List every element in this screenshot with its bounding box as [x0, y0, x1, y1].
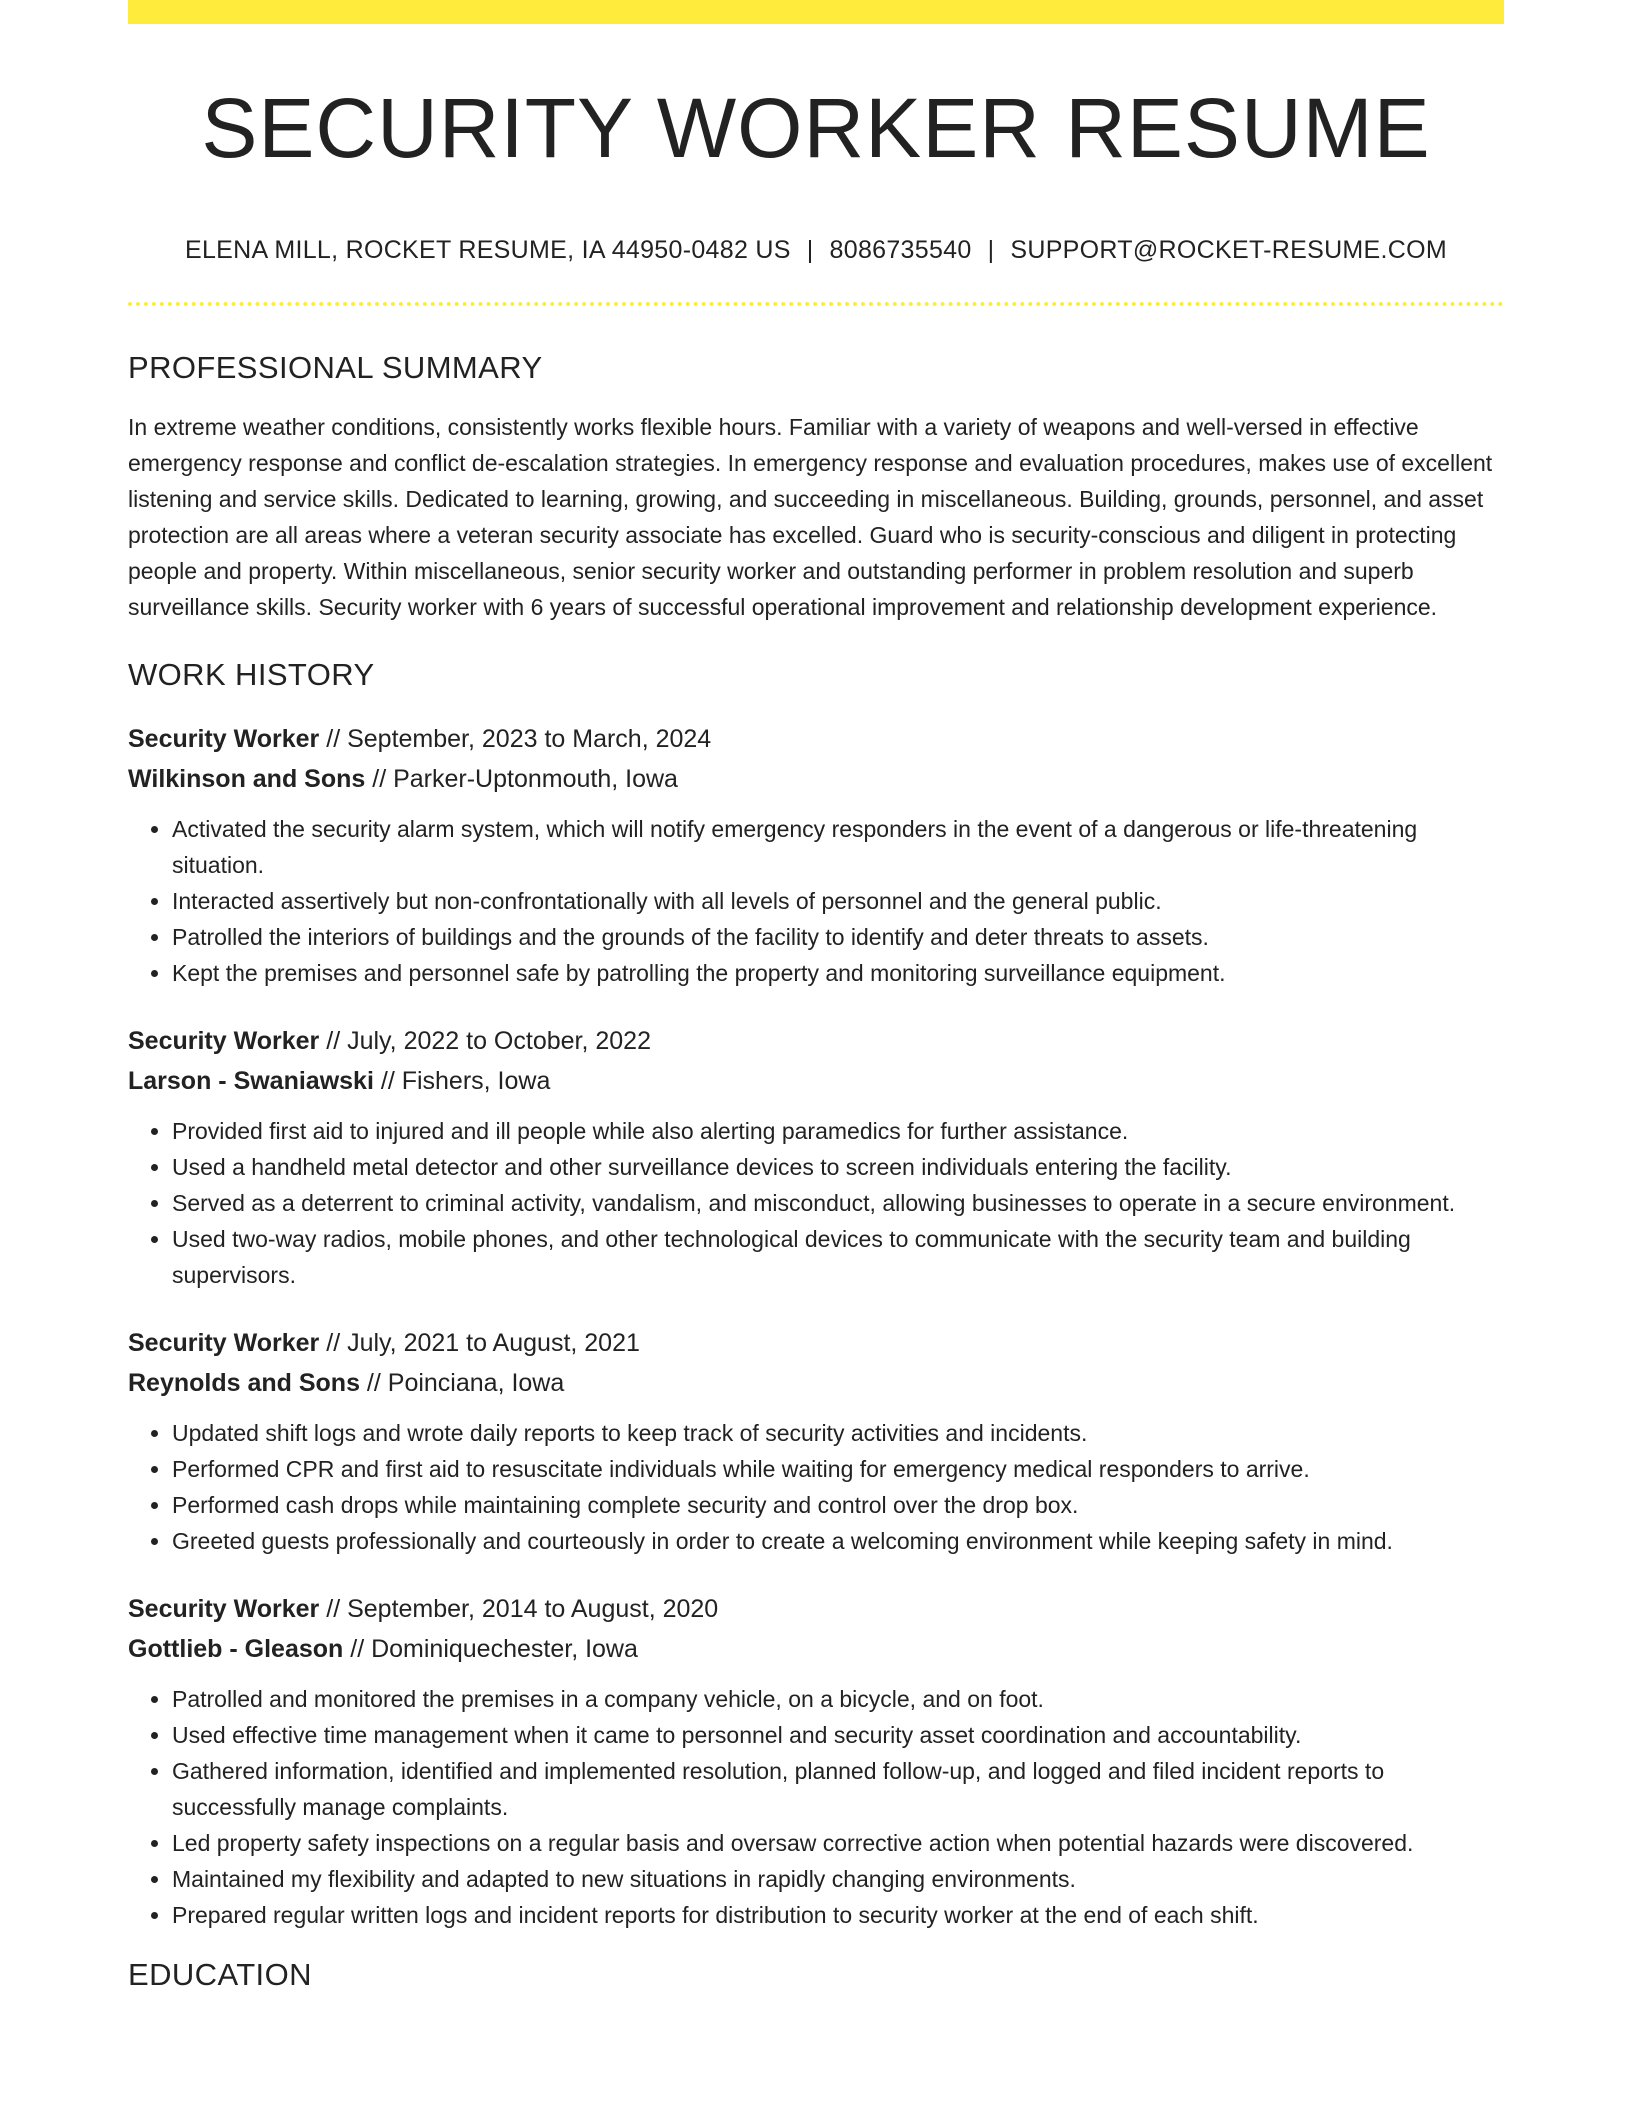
contact-line — [128, 236, 1504, 265]
job-entry — [128, 719, 1504, 991]
job-company: Larson - Swaniawski — [128, 1067, 374, 1095]
job-bullet-list — [128, 1681, 1504, 1933]
job-company: Wilkinson and Sons — [128, 765, 366, 793]
job-bullet: • Activated the security alarm system, which will notify emergency responders in the event of a dangerous or life-threatening situation. — [172, 811, 1504, 883]
job-dates: // July, 2022 to October, 2022 — [319, 1027, 651, 1055]
job-location: // Poinciana, Iowa — [359, 1369, 565, 1397]
resume-page — [128, 0, 1504, 1993]
job-bullet: • Performed CPR and first aid to resuscitate individuals while waiting for emergency medical responders to arrive. — [172, 1451, 1504, 1487]
job-bullet-list — [128, 1415, 1504, 1559]
contact-phone: 8086735540 — [829, 236, 972, 264]
job-bullet: • Interacted assertively but non-confrontationally with all levels of personnel and the general public. — [172, 883, 1504, 919]
job-title: Security Worker — [128, 725, 320, 753]
work-history-list — [128, 719, 1504, 1933]
job-dates: // September, 2014 to August, 2020 — [319, 1595, 719, 1623]
job-company: Reynolds and Sons — [128, 1369, 360, 1397]
job-title: Security Worker — [128, 1595, 320, 1623]
job-bullet-list — [128, 811, 1504, 991]
job-company: Gottlieb - Gleason — [128, 1635, 344, 1663]
section-heading-work-history: WORK HISTORY — [128, 657, 375, 692]
contact-separator: | — [987, 236, 995, 264]
job-bullet: • Used effective time management when it came to personnel and security asset coordination and accountability. — [172, 1717, 1504, 1753]
contact-email[interactable]: SUPPORT@ROCKET-RESUME.COM — [1010, 236, 1448, 264]
job-bullet: • Patrolled the interiors of buildings and the grounds of the facility to identify and deter threats to assets. — [172, 919, 1504, 955]
contact-separator: | — [806, 236, 814, 264]
dotted-divider — [128, 302, 1504, 306]
job-title-line — [128, 1021, 1504, 1061]
job-dates: // July, 2021 to August, 2021 — [319, 1329, 640, 1357]
job-location: // Dominiquechester, Iowa — [343, 1635, 638, 1663]
job-title: Security Worker — [128, 1329, 320, 1357]
job-bullet: • Updated shift logs and wrote daily reports to keep track of security activities and incidents. — [172, 1415, 1504, 1451]
contact-address: ELENA MILL, ROCKET RESUME, IA 44950-0482 US — [184, 236, 791, 264]
job-bullet: • Kept the premises and personnel safe by patrolling the property and monitoring surveillance equipment. — [172, 955, 1504, 991]
job-company-line — [128, 1061, 1504, 1101]
job-bullet: • Maintained my flexibility and adapted to new situations in rapidly changing environments. — [172, 1861, 1504, 1897]
job-location: // Fishers, Iowa — [373, 1067, 551, 1095]
section-heading-education: EDUCATION — [128, 1957, 312, 1992]
job-bullet: • Performed cash drops while maintaining complete security and control over the drop box. — [172, 1487, 1504, 1523]
resume-title: SECURITY WORKER RESUME — [201, 81, 1431, 175]
section-heading-summary: PROFESSIONAL SUMMARY — [128, 350, 543, 385]
job-bullet: • Led property safety inspections on a regular basis and oversaw corrective action when potential hazards were discovered. — [172, 1825, 1504, 1861]
job-bullet: • Prepared regular written logs and incident reports for distribution to security worker at the end of each shift. — [172, 1897, 1504, 1933]
job-entry — [128, 1021, 1504, 1293]
job-bullet: • Served as a deterrent to criminal activity, vandalism, and misconduct, allowing businesses to operate in a secure environment. — [172, 1185, 1504, 1221]
job-bullet: • Provided first aid to injured and ill people while also alerting paramedics for further assistance. — [172, 1113, 1504, 1149]
job-bullet: • Gathered information, identified and implemented resolution, planned follow-up, and logged and filed incident reports to successfully manage complaints. — [172, 1753, 1504, 1825]
job-entry — [128, 1589, 1504, 1933]
summary-paragraph: In extreme weather conditions, consistently works flexible hours. Familiar with a variety of weapons and well-versed in effective emergency response and conflict de-escalation strategies. In emergency response and evaluation procedures, makes use of excellent listening and service skills. Dedicated to learning, growing, and succeeding in miscellaneous. Building, grounds, personnel, and asset protection are all areas where a veteran security associate has excelled. Guard who is security-conscious and diligent in protecting people and property. Within miscellaneous, senior security worker and outstanding performer in problem resolution and superb surveillance skills. Security worker with 6 years of successful operational improvement and relationship development experience. — [128, 414, 1493, 620]
job-bullet: • Greeted guests professionally and courteously in order to create a welcoming environment while keeping safety in mind. — [172, 1523, 1504, 1559]
job-company-line — [128, 1629, 1504, 1669]
top-accent-bar — [128, 0, 1504, 24]
job-company-line — [128, 1363, 1504, 1403]
job-bullet-list — [128, 1113, 1504, 1293]
job-title-line — [128, 1589, 1504, 1629]
job-title-line — [128, 719, 1504, 759]
job-dates: // September, 2023 to March, 2024 — [319, 725, 712, 753]
job-entry — [128, 1323, 1504, 1559]
job-bullet: • Patrolled and monitored the premises in a company vehicle, on a bicycle, and on foot. — [172, 1681, 1504, 1717]
job-location: // Parker-Uptonmouth, Iowa — [365, 765, 678, 793]
job-title-line — [128, 1323, 1504, 1363]
job-bullet: • Used a handheld metal detector and other surveillance devices to screen individuals entering the facility. — [172, 1149, 1504, 1185]
job-title: Security Worker — [128, 1027, 320, 1055]
job-bullet: • Used two-way radios, mobile phones, and other technological devices to communicate with the security team and building supervisors. — [172, 1221, 1504, 1293]
job-company-line — [128, 759, 1504, 799]
